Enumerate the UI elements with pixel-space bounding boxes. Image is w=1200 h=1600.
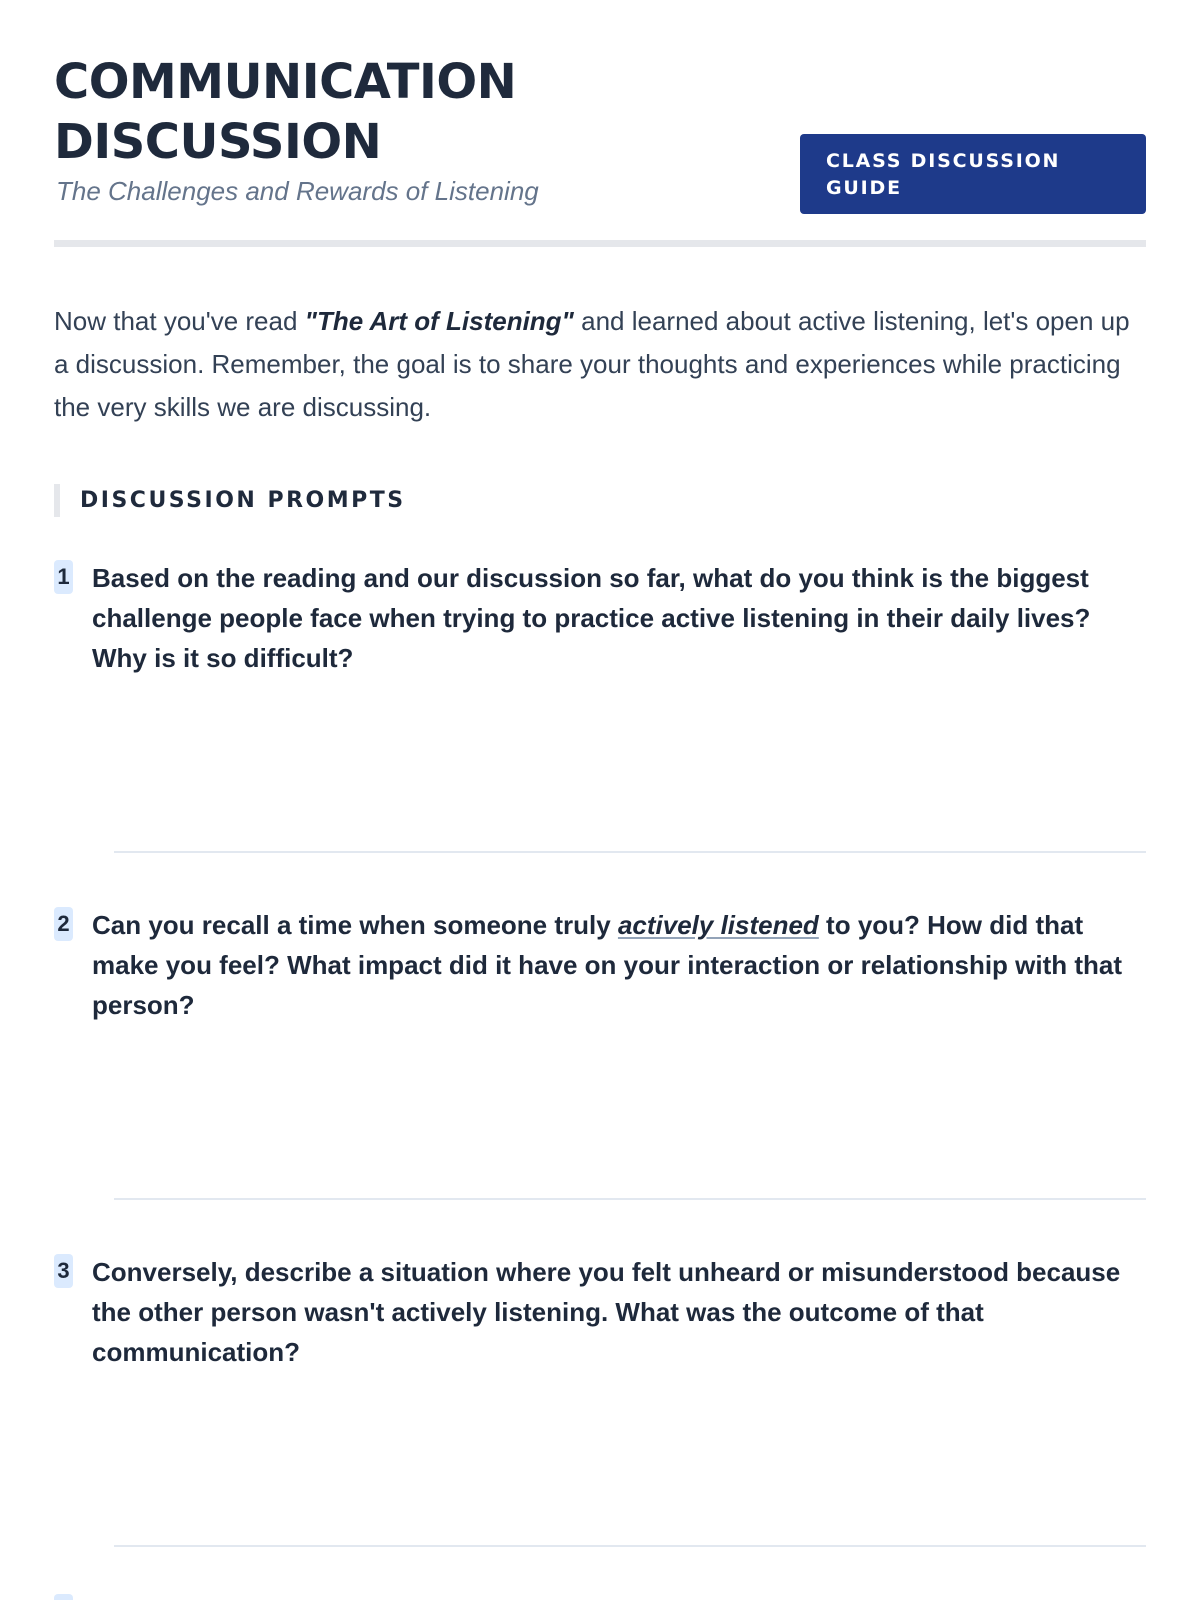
emphasized-phrase: actively listened (617, 910, 819, 940)
page-subtitle: The Challenges and Rewards of Listening (56, 176, 539, 206)
prompt-question: Based on the reading and our discussion so far, what do you think is the biggest challenge people face when trying to practice active listening in their daily lives? Why is it so difficult? (92, 563, 1091, 673)
prompt-question-part: Can you recall a time when someone truly (92, 910, 618, 940)
section-heading: DISCUSSION PROMPTS (54, 484, 406, 517)
page-title: COMMUNICATION DISCUSSION (54, 54, 517, 170)
page-header (54, 52, 1146, 242)
next-prompt-number (54, 1594, 73, 1600)
book-title: "The Art of Listening" (304, 306, 574, 336)
header-divider (54, 240, 1146, 247)
answer-line (114, 851, 1146, 853)
prompt-question (92, 905, 1146, 1025)
intro-paragraph (54, 300, 1146, 429)
prompt-question: Conversely, describe a situation where you felt unheard or misunderstood because the other person wasn't actively listening. What was the outcome of that communication? (92, 1257, 1121, 1367)
guide-badge: CLASS DISCUSSION GUIDE (800, 134, 1146, 214)
prompt-question-part: to you? How did that make you feel? What impact did it have on your interaction or relationship with that person? (92, 910, 1123, 1020)
prompt-number: 1 (54, 560, 73, 594)
intro-text-after: and learned about active listening, let's open up a discussion. Remember, the goal is to share your thoughts and experiences while practicing the very skills we are discussing. (54, 306, 1130, 422)
discussion-guide-page (54, 0, 1146, 1600)
intro-text-before: Now that you've read (54, 306, 305, 336)
prompt-number: 2 (54, 907, 73, 941)
answer-line (114, 1545, 1146, 1547)
prompt-number: 3 (54, 1254, 73, 1288)
answer-line (114, 1198, 1146, 1200)
